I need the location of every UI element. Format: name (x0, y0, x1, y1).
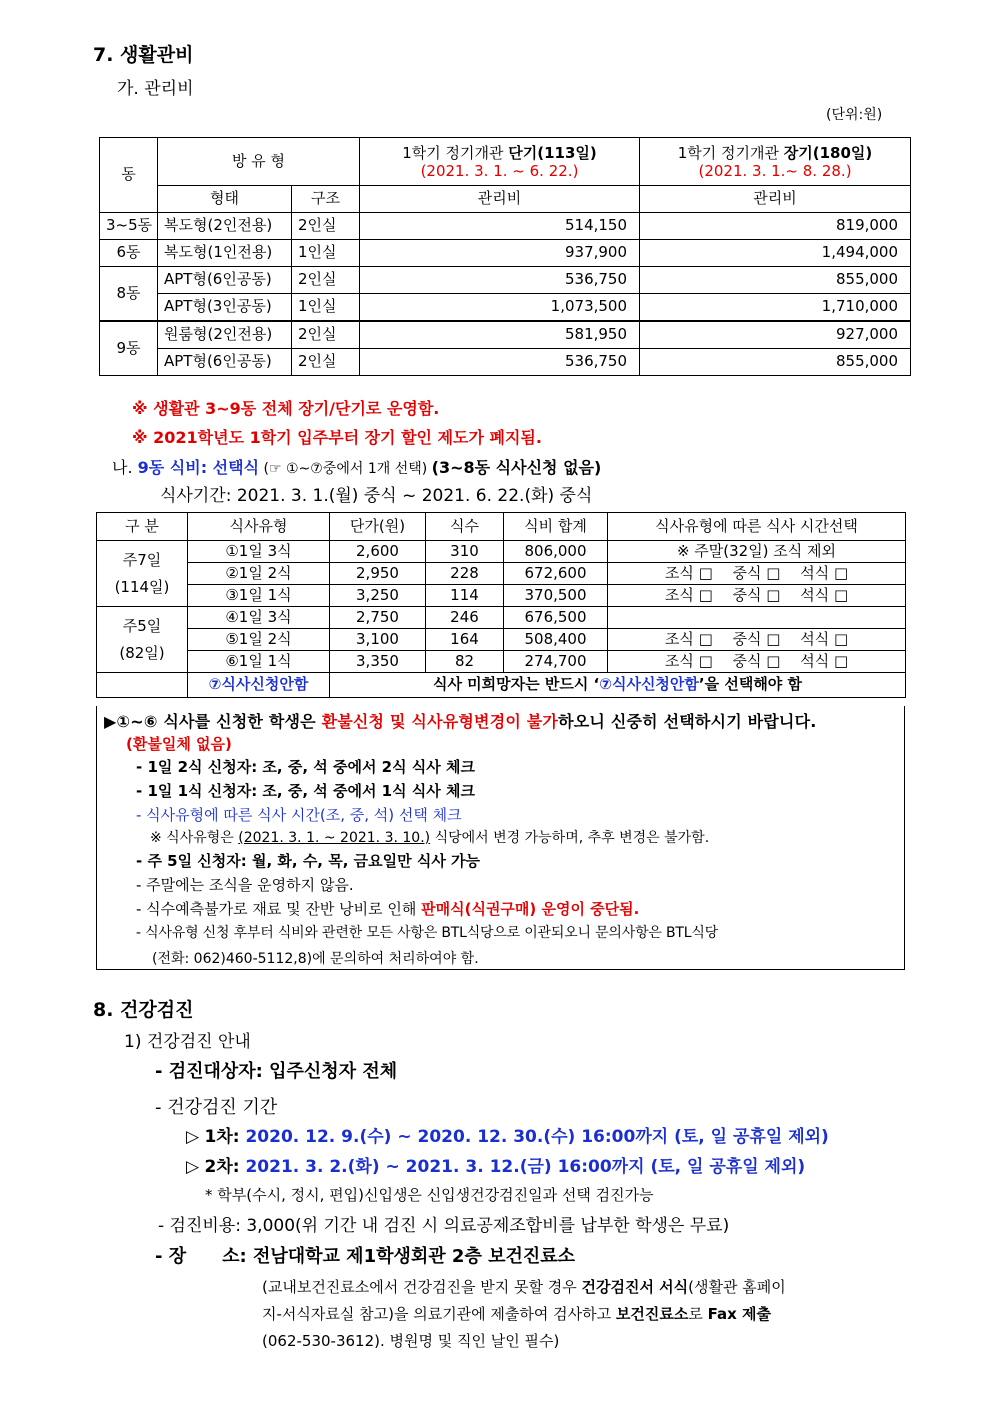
header-long-term: 1학기 정기개관 장기(180일) (2021. 3. 1.~ 8. 28.) (640, 138, 911, 186)
no-meal-option[interactable]: ⑦식사신청안함 (188, 673, 330, 698)
short-fee-cell: 581,950 (360, 321, 640, 349)
group-5day: 주5일 (82일) (97, 607, 188, 673)
table-row (97, 607, 906, 629)
time-select-cell[interactable]: 조식 □ 중식 □ 석식 □ (608, 629, 906, 651)
header-price: 단가(원) (330, 513, 426, 541)
header-type: 형태 (158, 186, 292, 213)
place-note-2: 지-서식자료실 참고)을 의료기관에 제출하여 검사하고 보건진료소로 Fax 제출 (262, 1305, 771, 1323)
table-row (100, 349, 911, 376)
header-dong: 동 (100, 138, 158, 213)
table-row (100, 240, 911, 267)
table-row (97, 585, 906, 607)
dong-cell: 9동 (100, 321, 158, 376)
no-meal-note: 식사 미희망자는 반드시 ‘⑦식사신청안함’을 선택해야 함 (330, 673, 906, 698)
unit-label: (단위:원) (826, 107, 883, 123)
meal-type-cell: ⑥1일 1식 (188, 651, 330, 673)
health-guide-heading: 1) 건강검진 안내 (124, 1032, 251, 1052)
struct-cell: 2인실 (292, 349, 360, 376)
round-1: ▷ 1차: 2020. 12. 9.(수) ~ 2020. 12. 30.(수) 16:00까지 (토, 일 공휴일 제외) (186, 1127, 829, 1147)
place-note-1: (교내보건진료소에서 건강검진을 받지 못할 경우 건강검진서 서식(생활관 홈페이 (262, 1278, 786, 1296)
notes-line-10: - 식사유형 신청 후부터 식비와 관련한 모든 사항은 BTL식당으로 이관되오니 문의사항은 BTL식당 (136, 925, 718, 941)
health-target: - 검진대상자: 입주신청자 전체 (155, 1061, 398, 1082)
dong-cell: 6동 (100, 240, 158, 267)
place-note-3: (062-530-3612). 병원명 및 직인 날인 필수) (262, 1332, 560, 1350)
group-7day: 주7일 (114일) (97, 541, 188, 607)
type-cell: APT형(3인공동) (158, 294, 292, 322)
struct-cell: 1인실 (292, 294, 360, 322)
long-fee-cell: 1,710,000 (640, 294, 911, 322)
count-cell: 164 (426, 629, 504, 651)
subsection-b: 나. 9동 식비: 선택식 (☞ ①~⑦중에서 1개 선택) (3~8동 식사신청 없음) (112, 458, 602, 477)
table-row (97, 629, 906, 651)
time-select-cell[interactable]: 조식 □ 중식 □ 석식 □ (608, 563, 906, 585)
count-cell: 82 (426, 651, 504, 673)
table-row (100, 213, 911, 240)
meal-period: 식사기간: 2021. 3. 1.(월) 중식 ~ 2021. 6. 22.(화) 중식 (160, 486, 593, 506)
total-cell: 676,500 (504, 607, 608, 629)
count-cell: 246 (426, 607, 504, 629)
empty-cell (97, 673, 188, 698)
header-time-select: 식사유형에 따른 식사 시간선택 (608, 513, 906, 541)
health-cost: - 검진비용: 3,000(위 기간 내 검진 시 의료공제조합비를 납부한 학생은 무료) (158, 1216, 730, 1236)
header-struct: 구조 (292, 186, 360, 213)
meal-type-cell: ①1일 3식 (188, 541, 330, 563)
notes-line-11: (전화: 062)460-5112,8)에 문의하여 처리하여야 함. (152, 951, 479, 967)
table-row (97, 541, 906, 563)
notes-line-1: ▶①~⑥ 식사를 신청한 학생은 환불신청 및 식사유형변경이 불가하오니 신중히 선택하시기 바랍니다. (104, 712, 817, 731)
section-8-title: 8. 건강검진 (93, 999, 194, 1021)
header-count: 식수 (426, 513, 504, 541)
short-fee-cell: 1,073,500 (360, 294, 640, 322)
type-cell: APT형(6인공동) (158, 349, 292, 376)
meal-type-cell: ⑤1일 2식 (188, 629, 330, 651)
count-cell: 114 (426, 585, 504, 607)
long-fee-cell: 927,000 (640, 321, 911, 349)
short-fee-cell: 536,750 (360, 349, 640, 376)
table-row (97, 673, 906, 698)
health-period-heading: - 건강검진 기간 (155, 1097, 278, 1118)
short-fee-cell: 937,900 (360, 240, 640, 267)
header-total: 식비 합계 (504, 513, 608, 541)
total-cell: 806,000 (504, 541, 608, 563)
price-cell: 3,250 (330, 585, 426, 607)
notes-line-2: (환불일체 없음) (126, 735, 232, 753)
note-2: ※ 2021학년도 1학기 입주부터 장기 할인 제도가 폐지됨. (132, 428, 542, 447)
freshman-note: * 학부(수시, 정시, 편입)신입생은 신입생건강검진일과 선택 검진가능 (205, 1186, 654, 1204)
notes-line-3: - 1일 2식 신청자: 조, 중, 석 중에서 2식 식사 체크 (136, 758, 475, 776)
time-select-cell (608, 607, 906, 629)
count-cell: 310 (426, 541, 504, 563)
dong-cell: 3~5동 (100, 213, 158, 240)
notes-line-8: - 주말에는 조식을 운영하지 않음. (136, 876, 354, 894)
price-cell: 2,750 (330, 607, 426, 629)
total-cell: 508,400 (504, 629, 608, 651)
long-fee-cell: 819,000 (640, 213, 911, 240)
header-room-type: 방 유 형 (158, 138, 360, 186)
type-cell: 원룸형(2인전용) (158, 321, 292, 349)
price-cell: 3,100 (330, 629, 426, 651)
notes-line-6: ※ 식사유형은 (2021. 3. 1. ~ 2021. 3. 10.) 식당에서 변경 가능하며, 추후 변경은 불가함. (150, 830, 710, 846)
notes-line-5: - 식사유형에 따른 식사 시간(조, 중, 석) 선택 체크 (136, 806, 462, 824)
table-row (100, 321, 911, 349)
price-cell: 3,350 (330, 651, 426, 673)
subsection-a: 가. 관리비 (117, 79, 194, 99)
type-cell: 복도형(1인전용) (158, 240, 292, 267)
struct-cell: 2인실 (292, 321, 360, 349)
time-select-cell[interactable]: 조식 □ 중식 □ 석식 □ (608, 585, 906, 607)
total-cell: 274,700 (504, 651, 608, 673)
note-1: ※ 생활관 3~9동 전체 장기/단기로 운영함. (132, 399, 440, 418)
type-cell: APT형(6인공동) (158, 267, 292, 294)
table-row (97, 651, 906, 673)
meal-type-cell: ④1일 3식 (188, 607, 330, 629)
struct-cell: 2인실 (292, 267, 360, 294)
time-select-cell[interactable]: 조식 □ 중식 □ 석식 □ (608, 651, 906, 673)
dong-cell: 8동 (100, 267, 158, 322)
header-fee-short: 관리비 (360, 186, 640, 213)
section-7-title: 7. 생활관비 (93, 44, 194, 66)
count-cell: 228 (426, 563, 504, 585)
long-fee-cell: 1,494,000 (640, 240, 911, 267)
total-cell: 370,500 (504, 585, 608, 607)
header-division: 구 분 (97, 513, 188, 541)
notes-line-9: - 식수예측불가로 재료 및 잔반 낭비로 인해 판매식(식권구매) 운영이 중단됨. (136, 900, 640, 918)
short-fee-cell: 514,150 (360, 213, 640, 240)
price-cell: 2,600 (330, 541, 426, 563)
round-2: ▷ 2차: 2021. 3. 2.(화) ~ 2021. 3. 12.(금) 16:00까지 (토, 일 공휴일 제외) (186, 1157, 806, 1177)
table-row (100, 267, 911, 294)
meal-table (96, 512, 906, 698)
table-row (100, 294, 911, 322)
short-fee-cell: 536,750 (360, 267, 640, 294)
table-row (97, 563, 906, 585)
struct-cell: 2인실 (292, 213, 360, 240)
long-fee-cell: 855,000 (640, 349, 911, 376)
time-select-cell: ※ 주말(32일) 조식 제외 (608, 541, 906, 563)
price-cell: 2,950 (330, 563, 426, 585)
notes-line-7: - 주 5일 신청자: 월, 화, 수, 목, 금요일만 식사 가능 (136, 852, 481, 870)
header-meal-type: 식사유형 (188, 513, 330, 541)
type-cell: 복도형(2인전용) (158, 213, 292, 240)
meal-type-cell: ②1일 2식 (188, 563, 330, 585)
header-short-term: 1학기 정기개관 단기(113일) (2021. 3. 1. ~ 6. 22.) (360, 138, 640, 186)
struct-cell: 1인실 (292, 240, 360, 267)
header-fee-long: 관리비 (640, 186, 911, 213)
notes-line-4: - 1일 1식 신청자: 조, 중, 석 중에서 1식 식사 체크 (136, 782, 475, 800)
long-fee-cell: 855,000 (640, 267, 911, 294)
meal-type-cell: ③1일 1식 (188, 585, 330, 607)
total-cell: 672,600 (504, 563, 608, 585)
fee-table (99, 137, 911, 376)
health-place: - 장 소: 전남대학교 제1학생회관 2층 보건진료소 (155, 1246, 576, 1267)
